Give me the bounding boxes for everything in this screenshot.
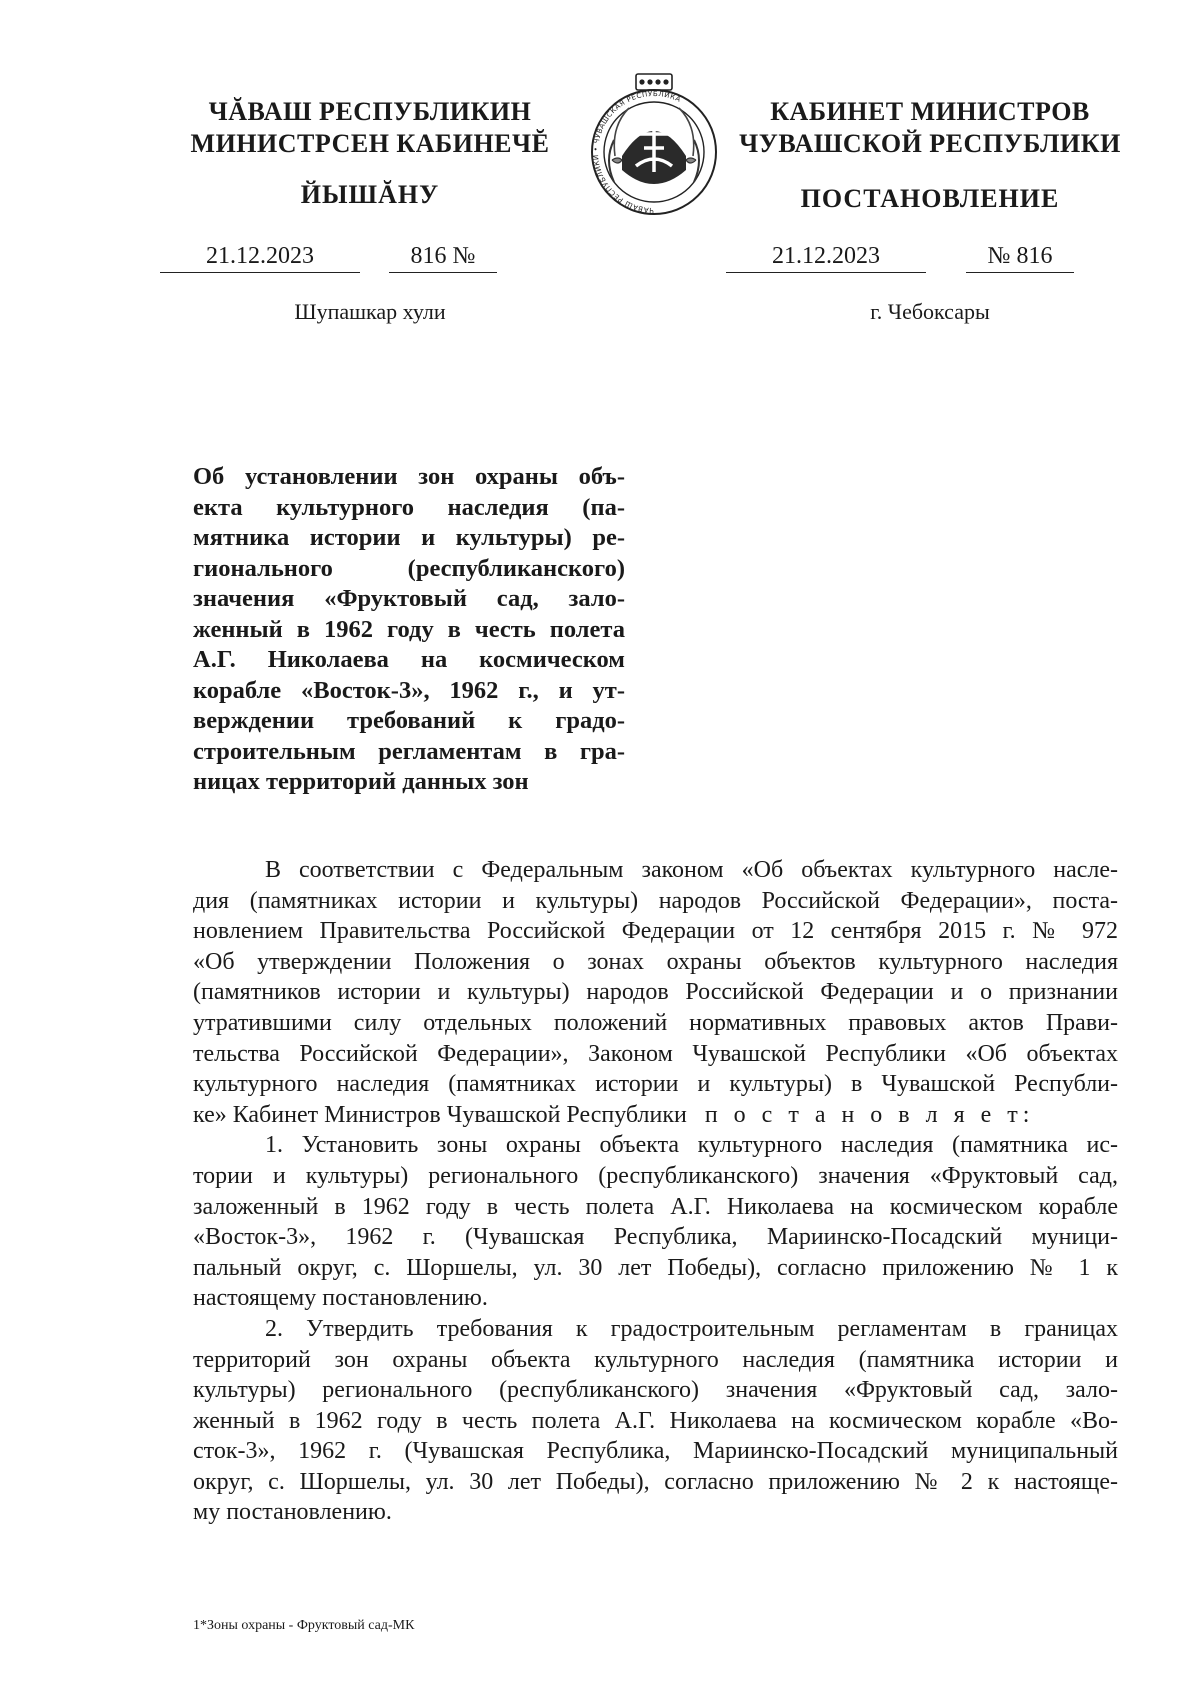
preamble-paragraph bbox=[193, 855, 1118, 1130]
body-line-last bbox=[193, 1100, 1118, 1131]
left-number-field: 816 № bbox=[389, 244, 497, 273]
title-line: строительным регламентам в гра- bbox=[193, 737, 625, 765]
body-line: утратившими силу отдельных положений нормативных правовых актов Прави- bbox=[193, 1009, 1118, 1036]
footer-file-label: 1*Зоны охраны - Фруктовый сад-МК bbox=[193, 1618, 415, 1633]
title-line: корабле «Восток-3», 1962 г., и ут- bbox=[193, 676, 625, 704]
body-line-text: ке» Кабинет Министров Чувашской Республики bbox=[193, 1101, 687, 1128]
body-line: дия (памятниках истории и культуры) народов Российской Федерации», поста- bbox=[193, 887, 1118, 914]
title-line: мятника истории и культуры) ре- bbox=[193, 524, 625, 551]
body-line: культурного наследия (памятниках истории и культуры) в Чувашской Республи- bbox=[193, 1071, 1118, 1098]
body-line: (памятников истории и культуры) народов Российской Федерации и о признании bbox=[193, 979, 1118, 1006]
item-2-paragraph bbox=[193, 1314, 1118, 1528]
header-right-line2: ЧУВАШСКОЙ РЕСПУБЛИКИ bbox=[739, 129, 1121, 158]
title-line: женный в 1962 году в честь полета bbox=[193, 615, 625, 643]
body-line: территорий зон охраны объекта культурного наследия (памятника истории и bbox=[193, 1346, 1118, 1373]
title-line: екта культурного наследия (па- bbox=[193, 493, 625, 521]
title-line: верждении требований к градо- bbox=[193, 707, 625, 734]
body-line: культуры) регионального (республиканского) значения «Фруктовый сад, зало- bbox=[193, 1377, 1118, 1404]
body-line: 2. Утвердить требования к градостроительным регламентам в границах bbox=[265, 1315, 1118, 1342]
body-line: женный в 1962 году в честь полета А.Г. Николаева на космическом корабле «Во- bbox=[193, 1407, 1118, 1434]
right-date-field: 21.12.2023 bbox=[726, 244, 926, 273]
body-line: «Восток-3», 1962 г. (Чувашская Республика, Мариинско-Посадский муници- bbox=[193, 1224, 1118, 1251]
header-right-org bbox=[720, 96, 1140, 160]
title-line: ницах территорий данных зон bbox=[193, 768, 529, 795]
title-line: Об установлении зон охраны объ- bbox=[193, 463, 625, 490]
header-right-doc-type: ПОСТАНОВЛЕНИЕ bbox=[800, 184, 1060, 213]
header-left-line2: МИНИСТРСЕН КАБИНЕЧĔ bbox=[190, 129, 550, 158]
header-left-org bbox=[160, 96, 580, 160]
right-city: г. Чебоксары bbox=[870, 299, 990, 324]
body-line: настоящему постановлению. bbox=[193, 1285, 488, 1312]
body-line: пальный округ, с. Шоршелы, ул. 30 лет Победы), согласно приложению № 1 к bbox=[193, 1254, 1118, 1281]
left-city: Шупашкар хули bbox=[294, 299, 446, 324]
document-body bbox=[193, 855, 1118, 1528]
title-line: значения «Фруктовый сад, зало- bbox=[193, 585, 625, 612]
body-line: тории и культуры) регионального (республиканского) значения «Фруктовый сад, bbox=[193, 1162, 1118, 1189]
body-line: «Об утверждении Положения о зонах охраны объектов культурного наследия bbox=[193, 948, 1118, 975]
chuvash-coat-of-arms-icon bbox=[584, 70, 724, 220]
title-line: гионального (республиканского) bbox=[193, 554, 625, 582]
body-line: 1. Установить зоны охраны объекта культурного наследия (памятника ис- bbox=[265, 1132, 1118, 1159]
emblem-ring-text: ЧĂВАШ РЕСПУБЛИКИ • ЧУВАШСКАЯ РЕСПУБЛИКА bbox=[592, 89, 683, 215]
left-date-field: 21.12.2023 bbox=[160, 244, 360, 273]
body-line: сток-3», 1962 г. (Чувашская Республика, Мариинско-Посадский муниципальный bbox=[193, 1438, 1118, 1465]
body-line: новлением Правительства Российской Федерации от 12 сентября 2015 г. № 972 bbox=[193, 918, 1118, 945]
body-line: округ, с. Шоршелы, ул. 30 лет Победы), согласно приложению № 2 к настояще- bbox=[193, 1468, 1118, 1495]
body-line: му постановлению. bbox=[193, 1499, 392, 1526]
resolves-verb: п о с т а н о в л я е т: bbox=[704, 1101, 1035, 1128]
body-line: тельства Российской Федерации», Законом Чувашской Республики «Об объектах bbox=[193, 1040, 1118, 1067]
right-number-field: № 816 bbox=[966, 244, 1074, 273]
header-right-line1: КАБИНЕТ МИНИСТРОВ bbox=[770, 97, 1090, 126]
title-line: А.Г. Николаева на космическом bbox=[193, 646, 625, 673]
header-left-line1: ЧĂВАШ РЕСПУБЛИКИН bbox=[208, 97, 532, 126]
header-left-doc-type: ЙЫШĂНУ bbox=[300, 180, 440, 209]
document-title bbox=[193, 462, 625, 798]
body-line: заложенный в 1962 году в честь полета А.Г. Николаева на космическом корабле bbox=[193, 1193, 1118, 1220]
item-1-paragraph bbox=[193, 1130, 1118, 1314]
body-line: В соответствии с Федеральным законом «Об объектах культурного насле- bbox=[265, 857, 1118, 883]
